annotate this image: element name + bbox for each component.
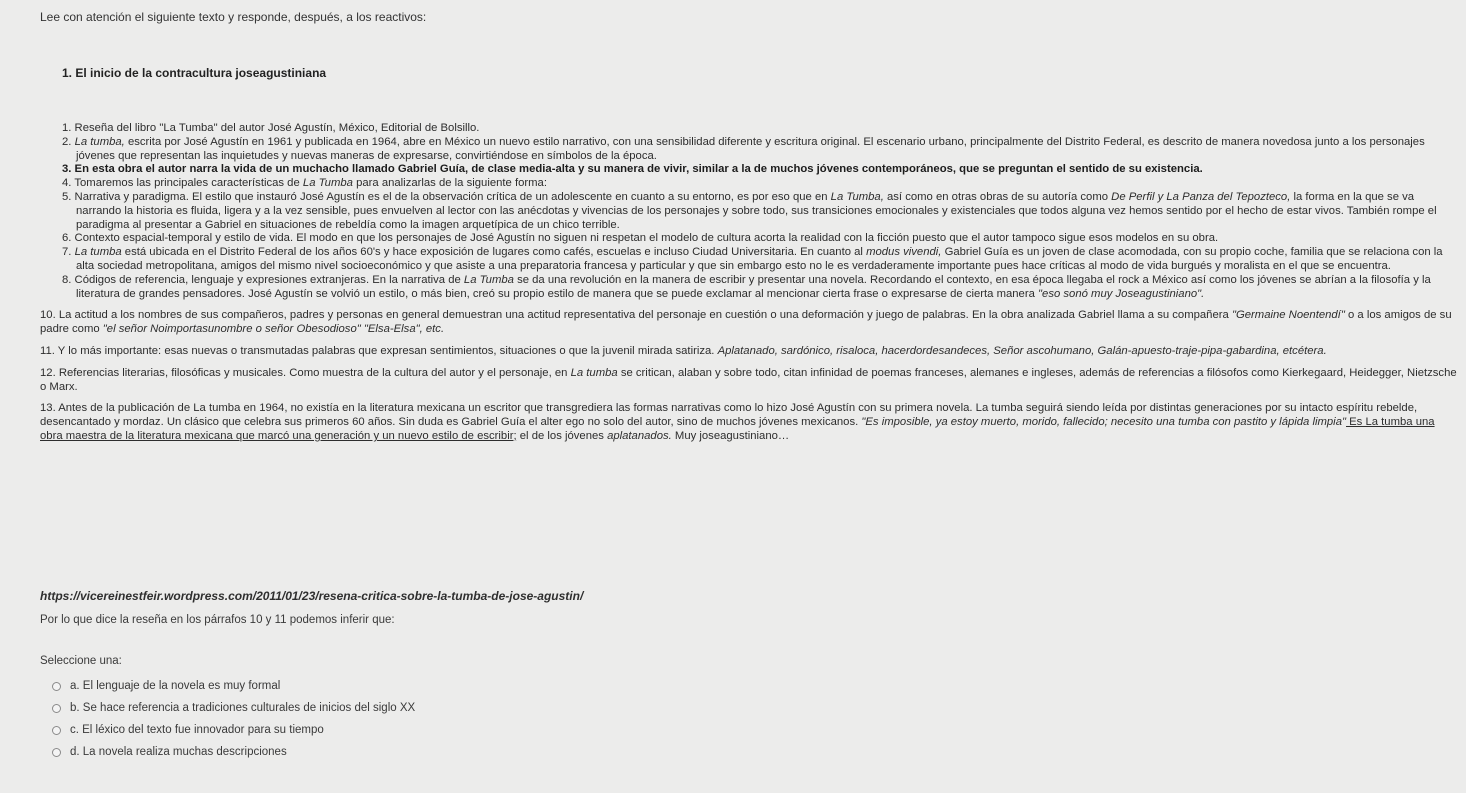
paragraph-3: 3. En esta obra el autor narra la vida de un muchacho llamado Gabriel Guía, de clase media-alta y su manera de vivir, similar a la de muchos jóvenes contemporáneos, que se preguntan el sentido de su existencia. — [62, 163, 1203, 176]
option-c-label: c. El léxico del texto fue innovador para su tiempo — [70, 724, 324, 736]
paragraph-8: 8. Códigos de referencia, lenguaje y expresiones extranjeras. En la narrativa de La Tumba se da una revolución en la manera de escribir y presentar una novela. Recordando el contexto, en esa época llegaba el rock a México así como los jóvenes se abrían a la filosofía y la literatura de grandes pensadores. José Agustín se volvió un estilo, o más bien, creó su propio estilo de manera que se puede exclamar al mencionar cierta frase o expresarse de cierta manera "eso sonó muy Joseagustiniano". — [62, 273, 1431, 300]
option-d[interactable] — [52, 741, 415, 763]
option-a-label: a. El lenguaje de la novela es muy formal — [70, 680, 281, 692]
paragraph-4: 4. Tomaremos las principales características de La Tumba para analizarlas de la siguiente forma: — [62, 177, 547, 190]
paragraph-6: 6. Contexto espacial-temporal y estilo de vida. El modo en que los personajes de José Agustín no siguen ni respetan el modelo de cultura acorta la realidad con la ficción puesto que el autor tampoco sigue esos modelos en su obra. — [62, 232, 1219, 245]
option-d-label: d. La novela realiza muchas descripciones — [70, 746, 287, 758]
review-text — [40, 122, 1458, 444]
radio-button-c[interactable] — [52, 726, 61, 735]
paragraph-5: 5. Narrativa y paradigma. El estilo que instauró José Agustín es el de la observación crítica de un adolescente en cuanto a su entorno, es por eso que en La Tumba, así como en otras obras de su autoría como De Perfil y La Panza del Tepozteco, la forma en la que se va narrando la historia es fluida, ligera y a la vez sensible, pues envuelven al lector con las anécdotas y vivencias de los personajes y sobre todo, sus transiciones emocionales y existenciales que todos alguna vez hemos sentido por el hecho de estar vivos. También rompe el paradigma al presentar a Gabriel en situaciones de rebeldía como la imagen arquetípica de un chico terrible. — [62, 190, 1437, 231]
option-b[interactable] — [52, 697, 415, 719]
instruction-text: Lee con atención el siguiente texto y responde, después, a los reactivos: — [40, 10, 427, 24]
paragraph-7: 7. La tumba está ubicada en el Distrito Federal de los años 60's y hace exposición de lugares como cafés, escuelas e incluso Ciudad Universitaria. En cuanto al modus vivendi, Gabriel Guía es un joven de clase acomodada, con su propio coche, familia que se relaciona con la alta sociedad metropolitana, amigos del mismo nivel socioeconómico y que asiste a una preparatoria francesa y particular y que sin embargo esto no le es verdaderamente importante pues hace críticas al modo de vida burgués y moralista en el que se encuentra. — [62, 246, 1443, 272]
select-label: Seleccione una: — [40, 655, 122, 667]
section-title: 1. El inicio de la contracultura joseagustiniana — [62, 66, 327, 80]
option-a[interactable] — [52, 675, 415, 697]
source-url: https://vicereinestfeir.wordpress.com/2011/01/23/resena-critica-sobre-la-tumba-de-jose-agustin/ — [40, 589, 584, 603]
paragraph-13: 13. Antes de la publicación de La tumba en 1964, no existía en la literatura mexicana un escritor que transgrediera las formas narrativas como lo hizo José Agustín con su primera novela. La tumba seguirá siendo leída por distintas generaciones por su intacto espíritu rebelde, desencantado y mordaz. Un clásico que celebra sus primeros 60 años. Sin duda es Gabriel Guía el alter ego no solo del autor, sino de muchos jóvenes mexicanos. "Es imposible, ya estoy muerto, morido, fallecido; necesito una tumba con pastito y lápida limpia" Es La tumba una obra maestra de la literatura mexicana que marcó una generación y un nuevo estilo de escribir; el de los jóvenes aplatanados. Muy joseagustiniano… — [40, 402, 1435, 442]
paragraph-2: 2. La tumba, escrita por José Agustín en 1961 y publicada en 1964, abre en México un nuevo estilo narrativo, con una sensibilidad diferente y escritura original. El escenario urbano, principalmente del Distrito Federal, es descrito de manera novedosa junto a los personajes jóvenes que representan las inquietudes y nuevas maneras de expresarse, convirtiéndose en símbolos de la época. — [62, 135, 1425, 162]
radio-button-d[interactable] — [52, 748, 61, 757]
option-b-label: b. Se hace referencia a tradiciones culturales de inicios del siglo XX — [70, 702, 416, 714]
paragraph-10: 10. La actitud a los nombres de sus compañeros, padres y personas en general demuestran una actitud representativa del personaje en cuestión o una deformación y juego de palabras. En la obra analizada Gabriel llama a su compañera "Germaine Noentendí" o a los amigos de su padre como "el señor Noimportasunombre o señor Obesodioso" "Elsa-Elsa", etc. — [40, 309, 1452, 336]
answer-options — [52, 675, 415, 763]
paragraph-11: 11. Y lo más importante: esas nuevas o transmutadas palabras que expresan sentimientos, situaciones o que la juvenil mirada satiriza. Aplatanado, sardónico, risaloca, hacerdordesandeces, Señor ascohumano, Galán-apuesto-traje-pipa-gabardina, etcétera. — [40, 344, 1327, 357]
radio-button-b[interactable] — [52, 704, 61, 713]
question-text: Por lo que dice la reseña en los párrafos 10 y 11 podemos inferir que: — [40, 614, 395, 626]
radio-button-a[interactable] — [52, 682, 61, 691]
option-c[interactable] — [52, 719, 415, 741]
paragraph-1: 1. Reseña del libro "La Tumba" del autor José Agustín, México, Editorial de Bolsillo. — [62, 122, 480, 134]
paragraph-12: 12. Referencias literarias, filosóficas y musicales. Como muestra de la cultura del autor y el personaje, en La tumba se critican, alaban y sobre todo, citan infinidad de poemas franceses, alemanes e ingleses, además de referencias a filósofos como Kierkegaard, Heidegger, Nietzsche o Marx. — [40, 366, 1457, 393]
